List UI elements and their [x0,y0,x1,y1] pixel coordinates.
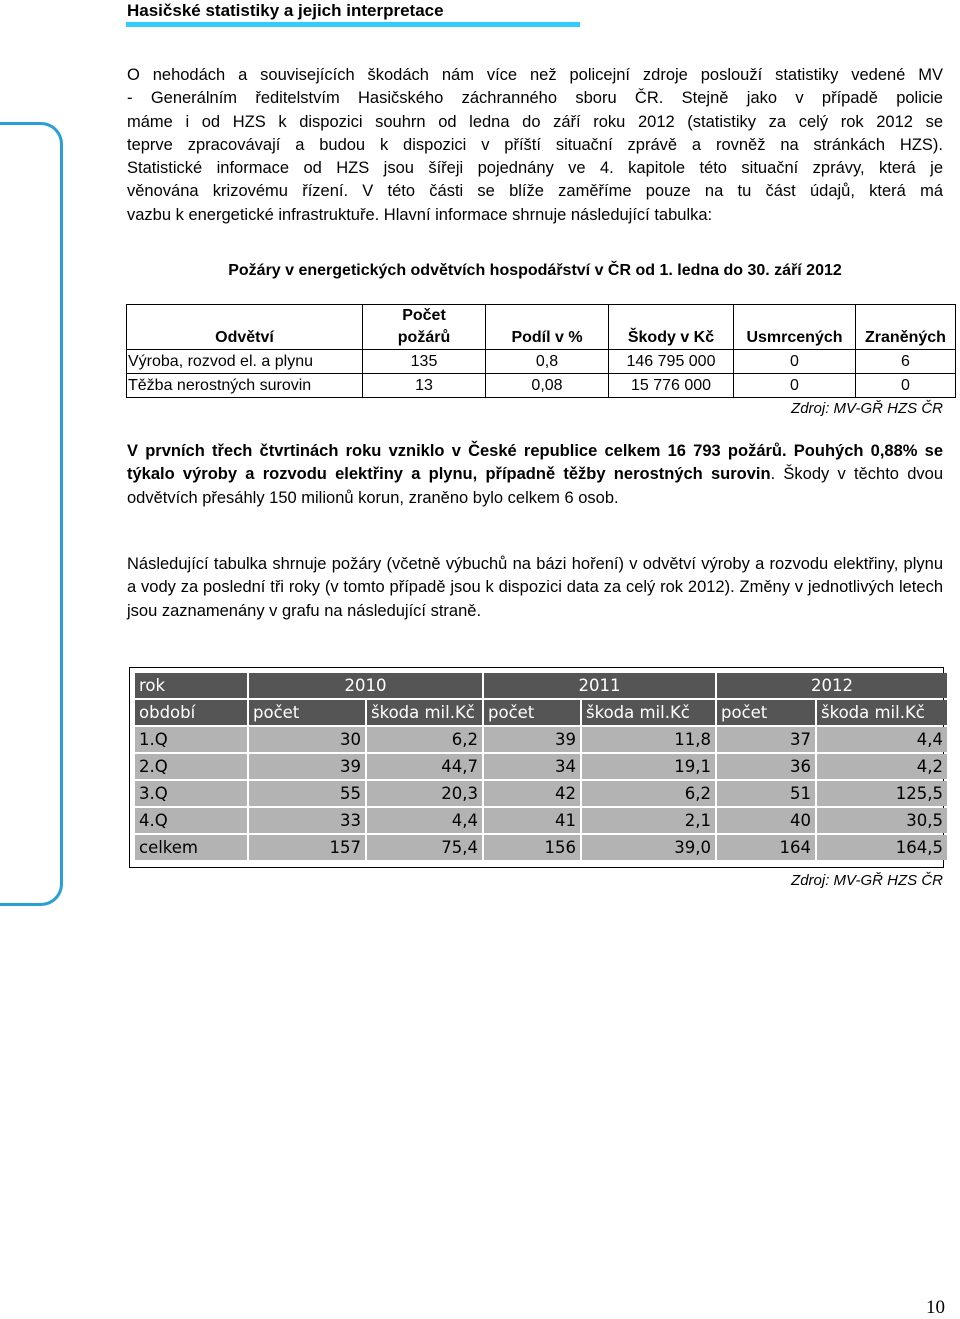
col-header-fires [363,305,486,350]
cell-injured: 0 [856,374,956,398]
damage-cell: 6,2 [367,727,482,752]
cell-damage: 146 795 000 [609,350,734,374]
count-label: počet [484,700,580,725]
damage-cell: 11,8 [582,727,715,752]
cell-injured: 6 [856,350,956,374]
fires-table-title: Požáry v energetických odvětvích hospodářství v ČR od 1. ledna do 30. září 2012 [228,262,842,279]
table-row [127,374,956,398]
cell-sector: Výroba, rozvod el. a plynu [127,350,363,374]
damage-cell: 4,2 [817,754,947,779]
intro-line: teprve zpracovávají a budou k dispozici v příští situační zprávě a rovněž na stránkách HZS). [127,135,943,154]
count-cell: 36 [717,754,815,779]
count-cell: 37 [717,727,815,752]
damage-label: škoda mil.Kč [817,700,947,725]
count-cell: 51 [717,781,815,806]
side-decoration-bar [0,122,63,906]
year-2011: 2011 [484,673,715,698]
count-cell: 30 [249,727,365,752]
damage-cell: 19,1 [582,754,715,779]
table-row [135,727,947,752]
intro-line: máme i od HZS k dispozici souhrn od ledna do září roku 2012 (statistiky za celý rok 2012 se [127,112,943,131]
damage-label: škoda mil.Kč [582,700,715,725]
col-header-damage: Škody v Kč [609,305,734,350]
year-label: rok [135,673,247,698]
count-cell: 164 [717,835,815,860]
intro-line: věnována krizovému řízení. V této části se blíže zaměříme pouze na tu část údajů, která má [127,182,943,201]
col-header-sector: Odvětví [127,305,363,350]
damage-cell: 164,5 [817,835,947,860]
intro-paragraph [127,64,943,227]
cell-sector: Těžba nerostných surovin [127,374,363,398]
count-cell: 40 [717,808,815,833]
count-label: počet [717,700,815,725]
table-row [127,350,956,374]
fires-table-header-row [127,305,956,350]
intro-line: vazbu k energetické infrastruktuře. Hlavní informace shrnuje následující tabulka: [127,205,713,224]
header-rule [126,22,580,27]
period-cell: 2.Q [135,754,247,779]
fires-table-source: Zdroj: MV-GŘ HZS ČR [791,400,943,417]
yearly-table-source: Zdroj: MV-GŘ HZS ČR [791,872,943,889]
table-row [135,754,947,779]
cell-killed: 0 [734,374,856,398]
damage-cell: 30,5 [817,808,947,833]
year-2010: 2010 [249,673,482,698]
count-cell: 157 [249,835,365,860]
fires-table [126,304,956,398]
table-row [135,808,947,833]
second-paragraph: Následující tabulka shrnuje požáry (včetně výbuchů na bázi hoření) v odvětví výroby a rozvodu elektřiny, plynu a vody za poslední tři roky (v tomto případě jsou k dispozici data za celý rok 2012). Změny v jednotlivých letech jsou zaznamenány v grafu na následující straně. [127,555,943,620]
damage-cell: 44,7 [367,754,482,779]
summary-bold-text: V prvních třech čtvrtinách roku vzniklo v České republice celkem 16 793 požárů. Pouhých 0,88% se týkalo výroby a rozvodu elektřiny a plynu, případně těžby nerostných surovin [127,442,943,484]
col-header-share: Podíl v % [486,305,609,350]
col-header-fires-line1: Počet [402,307,446,324]
count-cell: 41 [484,808,580,833]
intro-line: Statistické informace od HZS jsou šířeji pojednány ve 4. kapitole této situační zprávy, která je [127,159,943,178]
year-2012: 2012 [717,673,947,698]
col-header-fires-line2: požárů [397,329,451,346]
table-row [135,781,947,806]
count-cell: 33 [249,808,365,833]
intro-line: - Generálním ředitelstvím Hasičského záchranného sboru ČR. Stejně jako v případě policie [127,89,943,108]
damage-cell: 4,4 [817,727,947,752]
period-cell: celkem [135,835,247,860]
damage-label: škoda mil.Kč [367,700,482,725]
yearly-fires-table [133,671,949,862]
cell-fires: 135 [363,350,486,374]
count-cell: 34 [484,754,580,779]
count-cell: 156 [484,835,580,860]
damage-cell: 4,4 [367,808,482,833]
damage-cell: 2,1 [582,808,715,833]
col-header-killed: Usmrcených [734,305,856,350]
cell-damage: 15 776 000 [609,374,734,398]
damage-cell: 20,3 [367,781,482,806]
count-label: počet [249,700,365,725]
damage-cell: 75,4 [367,835,482,860]
intro-line: O nehodách a souvisejících škodách nám více než policejní zdroje poslouží statistiky vedené MV [127,66,943,84]
summary-paragraph [127,440,943,510]
count-cell: 42 [484,781,580,806]
count-cell: 55 [249,781,365,806]
damage-cell: 6,2 [582,781,715,806]
cell-share: 0,8 [486,350,609,374]
cell-share: 0,08 [486,374,609,398]
count-cell: 39 [484,727,580,752]
col-header-injured: Zraněných [856,305,956,350]
period-cell: 1.Q [135,727,247,752]
page-header-title: Hasičské statistiky a jejich interpretace [127,1,444,20]
damage-cell: 39,0 [582,835,715,860]
period-cell: 3.Q [135,781,247,806]
yearly-table-subheader-row [135,700,947,725]
page-number: 10 [926,1297,945,1318]
table-row [135,835,947,860]
cell-killed: 0 [734,350,856,374]
period-label: období [135,700,247,725]
cell-fires: 13 [363,374,486,398]
period-cell: 4.Q [135,808,247,833]
damage-cell: 125,5 [817,781,947,806]
count-cell: 39 [249,754,365,779]
summary-normal-text: . Škody v těchto dvou odvětvích přesáhly 150 milionů korun, zraněno bylo celkem 6 osob. [127,465,943,507]
yearly-table-year-row [135,673,947,698]
